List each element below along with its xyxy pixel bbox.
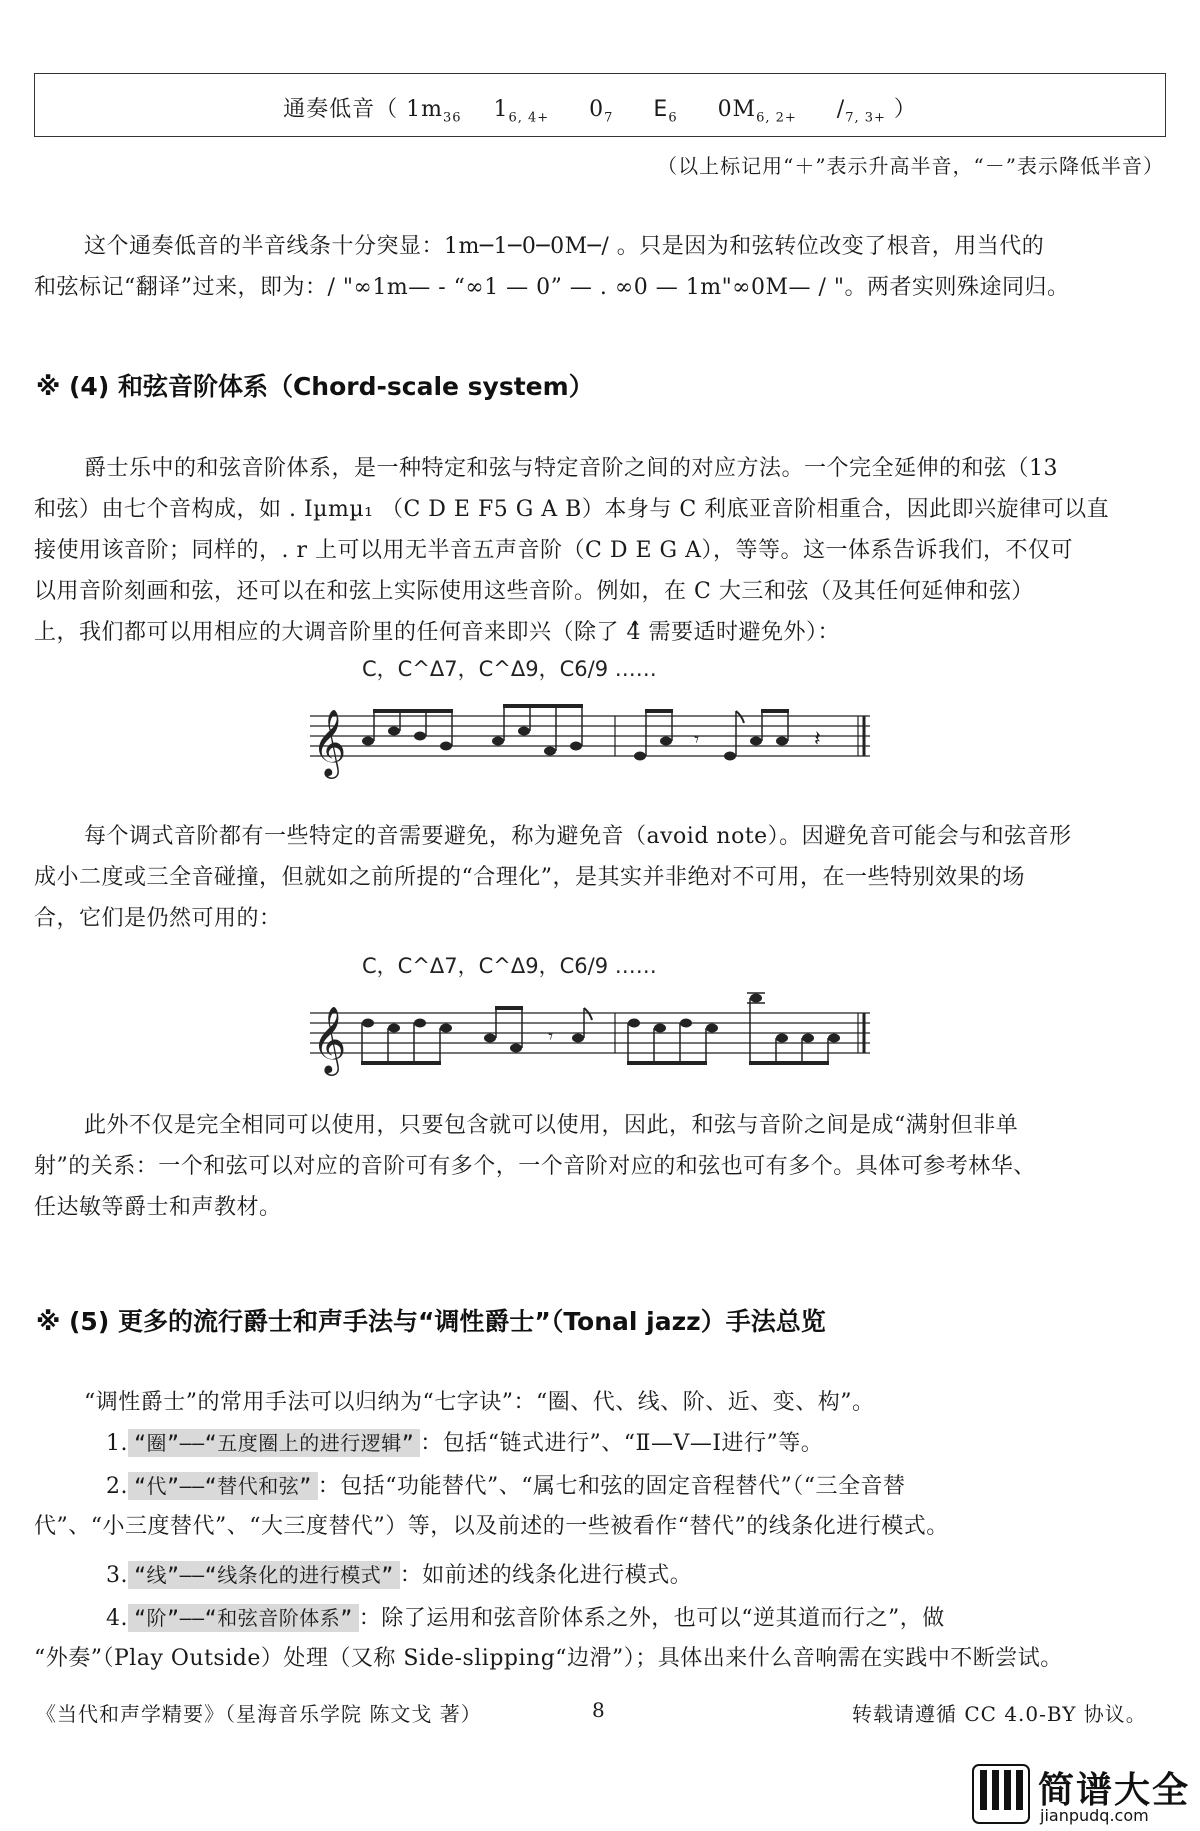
footer-book-title: 《当代和声学精要》（星海音乐学院 陈文戈 著）	[36, 1702, 482, 1726]
para4-line: 任达敏等爵士和声教材。	[34, 1195, 282, 1220]
list-item-2	[34, 1466, 1166, 1547]
watermark-logo	[972, 1762, 1192, 1826]
para2-text: 爵士乐中的和弦音阶体系，是一种特定和弦与特定音阶之间的对应方法。一个完全延伸的和弦（13	[84, 456, 1058, 481]
music-example-2	[310, 985, 880, 1085]
fb-sym: 0	[589, 97, 605, 122]
para3-line	[34, 816, 1166, 857]
section-4-heading: ※ (4) 和弦音阶体系（Chord-scale system）	[36, 372, 594, 401]
piano-keys-icon	[972, 1764, 1030, 1824]
watermark-title: 简谱大全	[1038, 1770, 1191, 1811]
list-item-4	[34, 1598, 1166, 1679]
figured-bass-label: 通奏低音（	[283, 97, 399, 122]
list-cont: 代”、“小三度替代”、“大三度替代”）等，以及前述的一些被看作“替代”的线条化进行模式。	[34, 1514, 949, 1539]
list-highlight: “代”——“替代和弦”	[128, 1472, 318, 1500]
fb-sym: 1	[493, 97, 509, 122]
list-num: 2.	[106, 1474, 128, 1499]
paragraph-5	[34, 1382, 1166, 1423]
list-highlight: “线”——“线条化的进行模式”	[128, 1561, 400, 1589]
eighth-rest-icon: 𝄾	[694, 727, 700, 751]
fb-close: ）	[893, 97, 917, 122]
list-text: ：包括“功能替代”、“属七和弦的固定音程替代”（“三全音替	[317, 1474, 906, 1499]
paragraph-2	[34, 448, 1166, 653]
para3-text: 每个调式音阶都有一些特定的音需要避免，称为避免音（avoid note）。因避免音可能会与和弦音形	[84, 824, 1072, 849]
figured-bass-box	[34, 73, 1166, 137]
list-num: 1.	[106, 1431, 128, 1456]
fb-sub: 7, 3+	[845, 110, 886, 126]
list-num: 3.	[106, 1563, 128, 1588]
list-highlight: “圈”——“五度圈上的进行逻辑”	[128, 1429, 420, 1457]
fb-sym: 1m	[406, 97, 443, 122]
example-1-chords: C，C^Δ7，C^Δ9，C6/9 ……	[362, 657, 657, 681]
list-line	[34, 1598, 1166, 1639]
list-item-1	[34, 1423, 1166, 1464]
para4-text: 此外不仅是完全相同可以使用，只要包含就可以使用，因此，和弦与音阶之间是成“满射但非单	[84, 1113, 1019, 1138]
example-2-chords: C，C^Δ7，C^Δ9，C6/9 ……	[362, 954, 657, 978]
para4-line	[34, 1105, 1166, 1146]
fb-sub: 7	[604, 110, 614, 126]
para2-line: 以用音阶刻画和弦，还可以在和弦上实际使用这些音阶。例如，在 C 大三和弦（及其任何延伸和弦）	[34, 579, 1034, 604]
music-example-1	[310, 688, 880, 788]
para2-line: 接使用该音阶；同样的，. r 上可以用无半音五声音阶（C D E G A），等等。这一体系告诉我们，不仅可	[34, 538, 1073, 563]
fb-sub: 6	[668, 110, 678, 126]
para2-line: 上，我们都可以用相应的大调音阶里的任何音来即兴（除了 4̂ 需要适时避免外）：	[34, 620, 840, 645]
treble-clef-icon: 𝄞	[312, 708, 347, 776]
list-text: ：如前述的线条化进行模式。	[399, 1563, 693, 1588]
paragraph-4	[34, 1105, 1166, 1228]
para2-line	[34, 448, 1166, 489]
list-text: ：除了运用和弦音阶体系之外，也可以“逆其道而行之”，做	[358, 1606, 945, 1631]
list-num: 4.	[106, 1606, 128, 1631]
footer-license: 转载请遵循 CC 4.0-BY 协议。	[852, 1702, 1147, 1726]
fb-sym: E	[653, 97, 669, 122]
para1-line2: 和弦标记“翻译”过来，即为：/ "∞1m— - “∞1 — 0” — . ∞0 — 1m"∞0M— / "。两者实则殊途同归。	[34, 275, 1070, 300]
paragraph-1	[34, 226, 1166, 308]
list-cont: “外奏”（Play Outside）处理（又称 Side-slipping“边滑”）；具体出来什么音响需在实践中不断尝试。	[34, 1646, 1063, 1671]
watermark-url: jianpudq.com	[1040, 1806, 1149, 1825]
para3-line: 合，它们是仍然可用的：	[34, 906, 282, 931]
para1-text1: 这个通奏低音的半音线条十分突显：1m─1─0─0M─/ 。只是因为和弦转位改变了根音，用当代的	[84, 234, 1045, 259]
section-5-heading: ※ (5) 更多的流行爵士和声手法与“调性爵士”（Tonal jazz）手法总览	[36, 1307, 826, 1336]
list-item-3	[34, 1555, 1166, 1596]
fb-sub: 6, 2+	[756, 110, 797, 126]
notation-note: （以上标记用“＋”表示升高半音，“－”表示降低半音）	[657, 154, 1164, 178]
treble-clef-icon: 𝄞	[312, 1005, 347, 1073]
footer-page-number: 8	[592, 1698, 606, 1722]
list-line	[34, 1466, 1166, 1507]
list-text: ：包括“链式进行”、“Ⅱ—Ⅴ—Ⅰ进行”等。	[420, 1431, 824, 1456]
list-highlight: “阶”——“和弦音阶体系”	[128, 1604, 359, 1632]
para5-text: “调性爵士”的常用手法可以归纳为“七字诀”：“圈、代、线、阶、近、变、构”。	[84, 1390, 875, 1415]
para5-line	[34, 1382, 1166, 1423]
fb-sub: 6, 4+	[508, 110, 550, 126]
fb-sub: 36	[442, 110, 462, 126]
quarter-rest-icon: 𝄽	[814, 727, 821, 752]
fb-sym: /	[836, 97, 846, 122]
figured-bass-line	[35, 92, 1165, 125]
para2-line: 和弦）由七个音构成，如 . Iµmµ₁ （C D E F5 G A B）本身与 C 利底亚音阶相重合，因此即兴旋律可以直	[34, 497, 1110, 522]
paragraph-3	[34, 816, 1166, 939]
para4-line: 射”的关系：一个和弦可以对应的音阶可有多个，一个音阶对应的和弦也可有多个。具体可参考林华、	[34, 1154, 1036, 1179]
eighth-rest-icon: 𝄾	[548, 1024, 554, 1048]
para3-line: 成小二度或三全音碰撞，但就如之前所提的“合理化”，是其实并非绝对不可用，在一些特别效果的场	[34, 865, 1025, 890]
fb-sym: 0M	[717, 97, 757, 122]
para1-line1	[34, 226, 1166, 267]
